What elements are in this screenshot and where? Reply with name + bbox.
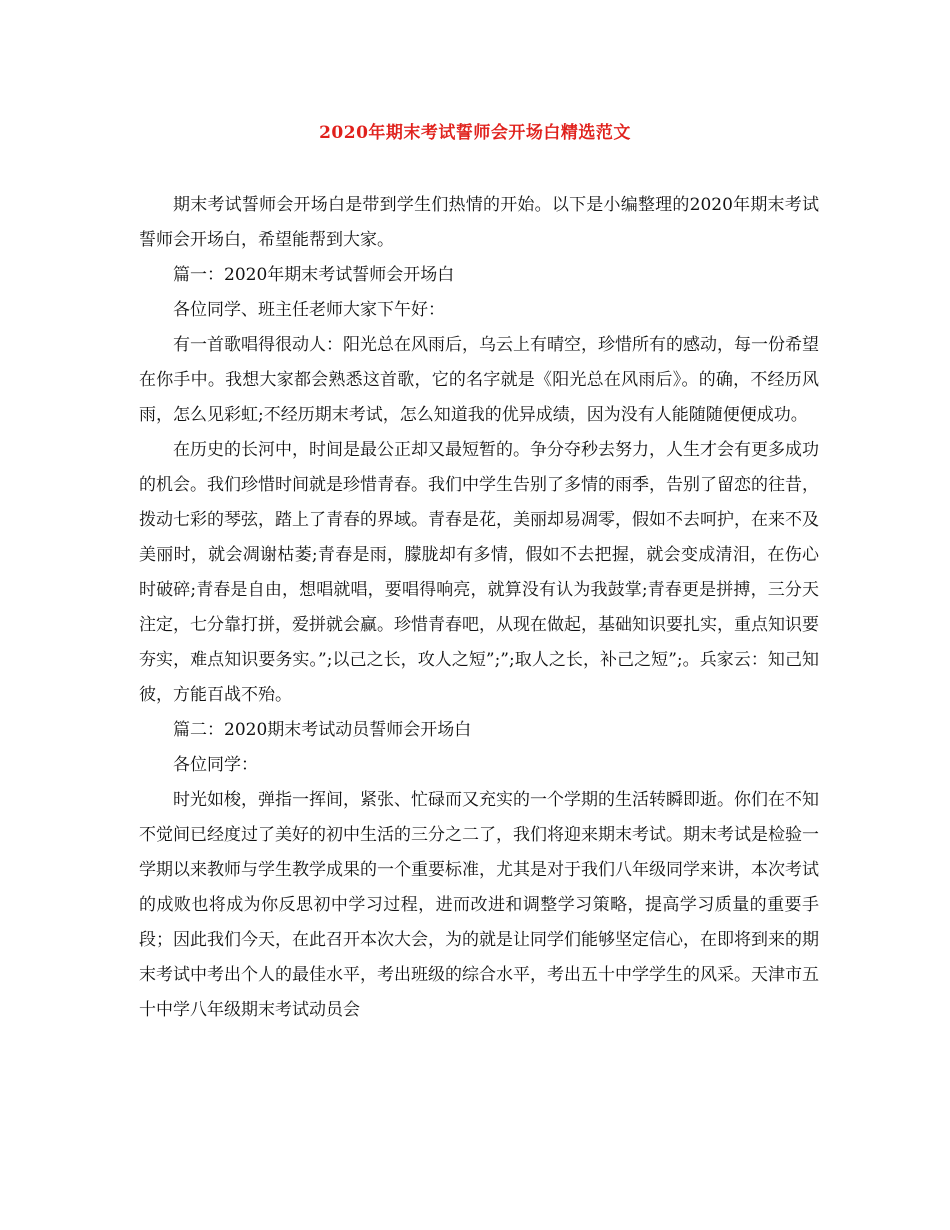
section-heading-2: 篇二：2020期末考试动员誓师会开场白 [173,720,472,740]
salutation-1: 各位同学、班主任老师大家下午好： [173,300,445,320]
intro-paragraph: 期末考试誓师会开场白是带到学生们热情的开始。以下是小编整理的2020年期末考试誓师会开场白，希望能帮到大家。 [139,195,819,250]
body-paragraph: 时光如梭，弹指一挥间，紧张、忙碌而又充实的一个学期的生活转瞬即逝。你们在不知不觉间已经度过了美好的初中生活的三分之二了，我们将迎来期末考试。期末考试是检验一学期以来教师与学生教学成果的一个重要标准，尤其是对于我们八年级同学来讲，本次考试的成败也将成为你反思初中学习过程，进而改进和调整学习策略，提高学习质量的重要手段；因此我们今天，在此召开本次大会，为的就是让同学们能够坚定信心，在即将到来的期末考试中考出个人的最佳水平，考出班级的综合水平，考出五十中学学生的风采。天津市五十中学八年级期末考试动员会 [139,790,819,1020]
body-paragraph: 在历史的长河中，时间是最公正却又最短暂的。争分夺秒去努力，人生才会有更多成功的机会。我们珍惜时间就是珍惜青春。我们中学生告别了多情的雨季，告别了留恋的往昔，拨动七彩的琴弦，踏上了青春的界域。青春是花，美丽却易凋零，假如不去呵护，在来不及美丽时，就会凋谢枯萎;青春是雨，朦胧却有多情，假如不去把握，就会变成清泪，在伤心时破碎;青春是自由，想唱就唱，要唱得响亮，就算没有认为我鼓掌;青春更是拼搏，三分天注定，七分靠打拼，爱拼就会赢。珍惜青春吧，从现在做起，基础知识要扎实，重点知识要夯实，难点知识要务实。”;以己之长，攻人之短”;”;取人之长，补己之短”;。兵家云：知己知彼，方能百战不殆。 [139,440,819,705]
body-paragraph: 有一首歌唱得很动人：阳光总在风雨后，乌云上有晴空，珍惜所有的感动，每一份希望在你手中。我想大家都会熟悉这首歌，它的名字就是《阳光总在风雨后》。的确，不经历风雨，怎么见彩虹;不经历期末考试，怎么知道我的优异成绩，因为没有人能随随便便成功。 [139,335,819,425]
document-body [139,188,819,1028]
salutation-2: 各位同学： [173,755,258,775]
document-title: 2020年期末考试誓师会开场白精选范文 [319,123,631,143]
section-heading-1: 篇一：2020年期末考试誓师会开场白 [173,265,455,285]
